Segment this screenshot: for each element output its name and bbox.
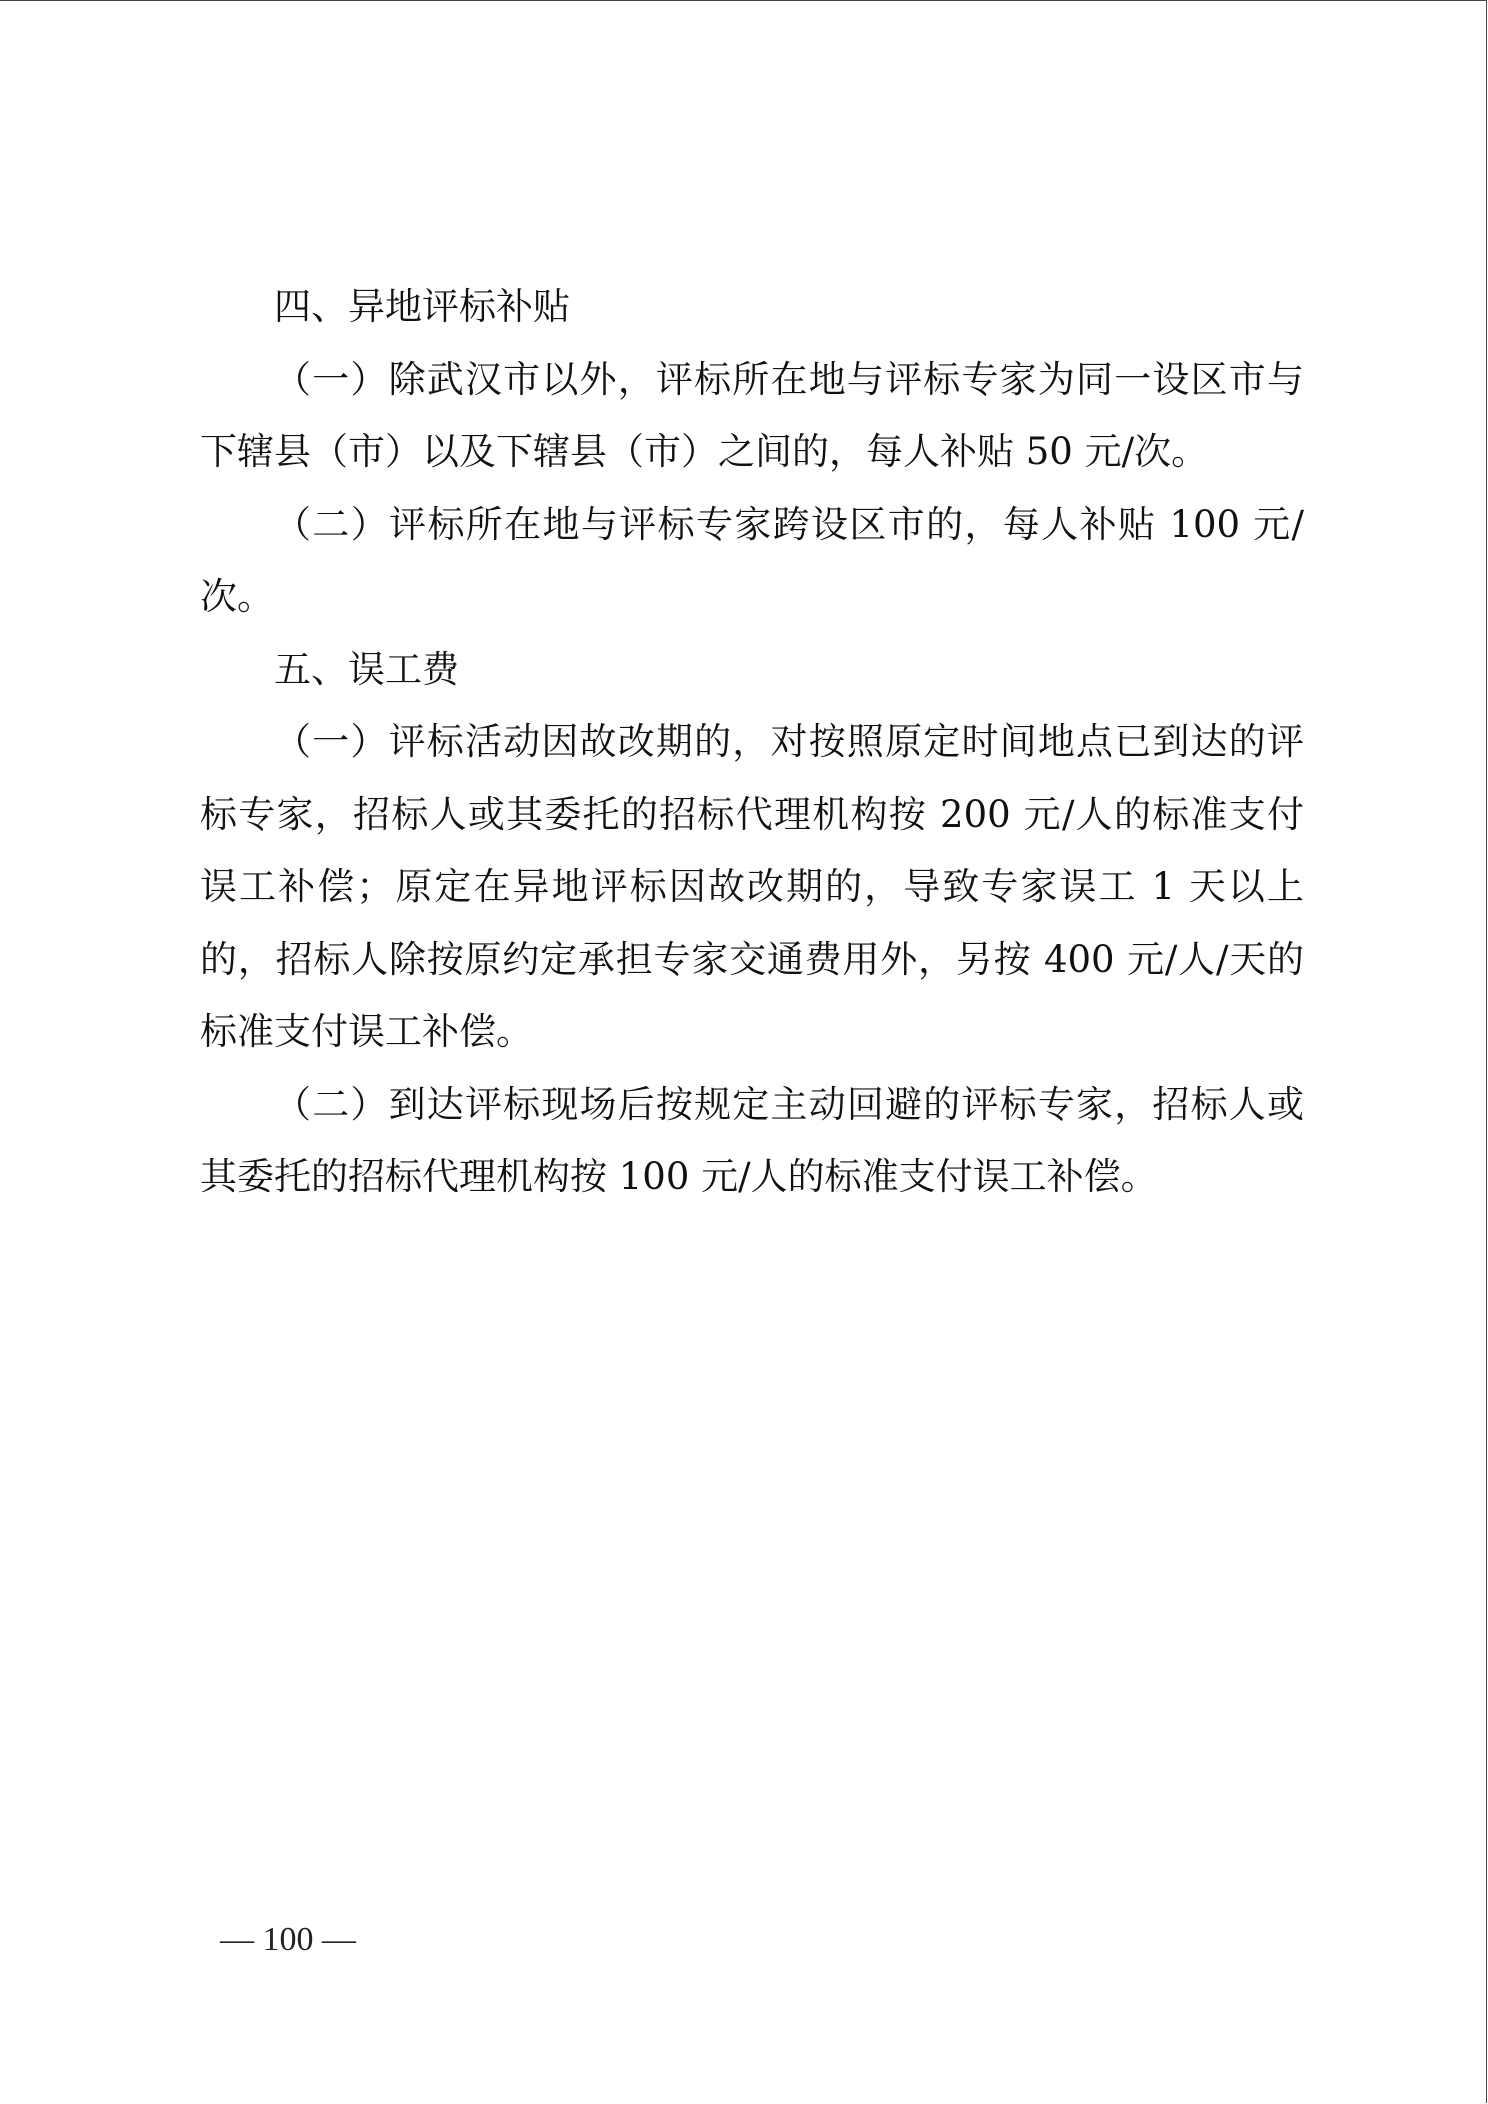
section-heading-subsidy: 四、异地评标补贴 xyxy=(274,285,570,328)
paragraph-subsidy-2: （二）评标所在地与评标专家跨设区市的，每人补贴 100 元/次。 xyxy=(200,502,1304,618)
section-heading-lost-time: 五、误工费 xyxy=(274,647,459,691)
paragraph-subsidy-1: （一）除武汉市以外，评标所在地与评标专家为同一设区市与下辖县（市）以及下辖县（市）之间的，每人补贴 50 元/次。 xyxy=(200,357,1304,473)
document-body xyxy=(200,271,1304,1214)
paragraph-lost-time-2: （二）到达评标现场后按规定主动回避的评标专家，招标人或其委托的招标代理机构按 100 元/人的标准支付误工补偿。 xyxy=(200,1082,1304,1198)
paragraph-lost-time-1: （一）评标活动因故改期的，对按照原定时间地点已到达的评标专家，招标人或其委托的招标代理机构按 200 元/人的标准支付误工补偿；原定在异地评标因故改期的，导致专家误工 1 天以上的，招标人除按原约定承担专家交通费用外，另按 400 元/人/天的标准支付误工补偿。 xyxy=(200,720,1304,1053)
page-number: — 100 — xyxy=(220,1921,356,1958)
